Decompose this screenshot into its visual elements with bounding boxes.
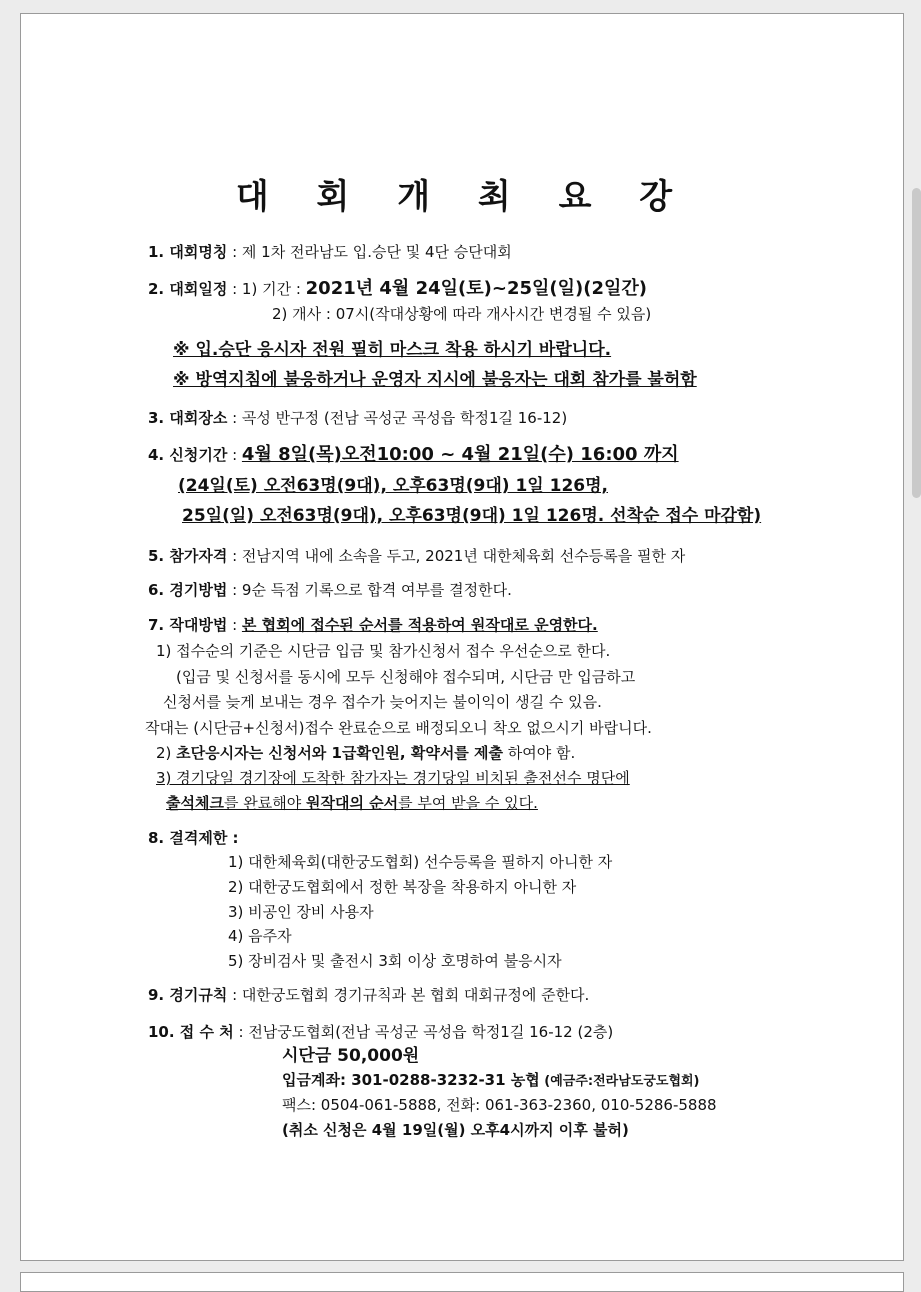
section-4: 4. 신청기간 : 4월 8일(목)오전10:00 ~ 4월 21일(수) 16:00 까지 xyxy=(148,444,679,465)
next-page-edge xyxy=(20,1272,904,1292)
section-1-label: 1. 대회명칭 xyxy=(148,243,228,261)
account-number: 301-0288-3232-31 농협 xyxy=(351,1071,540,1089)
notice-mask: ※ 입.승단 응시자 전원 필히 마스크 착용 하시기 바랍니다. xyxy=(173,340,612,360)
section-4-label: 4. 신청기간 xyxy=(148,446,228,464)
section-10: 10. 접 수 처 : 전남궁도협회(전남 곡성군 곡성읍 학정1길 16-12 (2층) xyxy=(148,1023,614,1041)
beginner-requirement: 초단응시자는 신청서와 1급확인원, 확약서를 제출 xyxy=(176,744,503,762)
contact-info: 팩스: 0504-061-5888, 전화: 061-363-2360, 010-5286-5888 xyxy=(282,1096,717,1114)
section-7-label: 7. 작대방법 xyxy=(148,616,228,634)
section-7-item-1-note-a: (입금 및 신청서를 동시에 모두 신청해야 접수되며, 시단금 만 입금하고 xyxy=(176,668,636,686)
section-6: 6. 경기방법 : 9순 득점 기록으로 합격 여부를 결정한다. xyxy=(148,581,512,599)
account-holder: (예금주:전라남도궁도협회) xyxy=(539,1074,700,1089)
scrollbar-thumb[interactable] xyxy=(912,188,921,498)
disqualification-item: 4) 음주자 xyxy=(228,927,292,945)
section-7-item-1-note-b: 신청서를 늦게 보내는 경우 접수가 늦어지는 불이익이 생길 수 있음. xyxy=(163,693,602,711)
section-5: 5. 참가자격 : 전남지역 내에 소속을 두고, 2021년 대한체육회 선수등록을 필한 자 xyxy=(148,547,686,565)
section-3-value: 곡성 반구정 (전남 곡성군 곡성읍 학정1길 16-12) xyxy=(241,409,568,427)
section-4-line3: 25일(일) 오전63명(9대), 오후63명(9대) 1일 126명. 선착순 접수 마감함) xyxy=(182,506,762,526)
section-1-value: 제 1차 전라남도 입.승단 및 4단 승단대회 xyxy=(241,243,512,261)
period-label: 1) 기간 : xyxy=(241,280,306,298)
section-6-label: 6. 경기방법 xyxy=(148,581,228,599)
section-6-value: 9순 득점 기록으로 합격 여부를 결정한다. xyxy=(241,581,512,599)
section-9-value: 대한궁도협회 경기규칙과 본 협회 대회규정에 준한다. xyxy=(241,986,590,1004)
period-value: 2021년 4월 24일(토)~25일(일)(2일간) xyxy=(305,278,647,299)
section-3-label: 3. 대회장소 xyxy=(148,409,228,427)
section-5-value: 전남지역 내에 소속을 두고, 2021년 대한체육회 선수등록을 필한 자 xyxy=(241,547,686,565)
section-8-label: 8. 결격제한 : xyxy=(148,829,239,847)
section-7-item-3: 3) 경기당일 경기장에 도착한 참가자는 경기당일 비치된 출전선수 명단에 xyxy=(156,769,630,787)
section-4-line2: (24일(토) 오전63명(9대), 오후63명(9대) 1일 126명, xyxy=(178,476,608,496)
section-5-label: 5. 참가자격 xyxy=(148,547,228,565)
document-page xyxy=(20,13,904,1261)
section-10-value: 전남궁도협회(전남 곡성군 곡성읍 학정1길 16-12 (2층) xyxy=(248,1023,614,1041)
bank-account: 입금계좌: 301-0288-3232-31 농협 (예금주:전라남도궁도협회) xyxy=(282,1071,700,1089)
section-7-value: 본 협회에 접수된 순서를 적용하여 원작대로 운영한다. xyxy=(241,616,598,634)
section-7: 7. 작대방법 : 본 협회에 접수된 순서를 적용하여 원작대로 운영한다. xyxy=(148,616,598,634)
section-4-value: 4월 8일(목)오전10:00 ~ 4월 21일(수) 16:00 까지 xyxy=(241,444,679,465)
cancel-policy: (취소 신청은 4월 19일(월) 오후4시까지 이후 불허) xyxy=(282,1121,629,1139)
section-2-label: 2. 대회일정 xyxy=(148,280,228,298)
section-2: 2. 대회일정 : 1) 기간 : 2021년 4월 24일(토)~25일(일)(2일간) xyxy=(148,278,647,299)
page-title: 대 회 개 최 요 강 xyxy=(235,177,691,217)
section-7-item-1-note-c: 작대는 (시단금+신청서)접수 완료순으로 배정되오니 착오 없으시기 바랍니다. xyxy=(145,719,652,737)
section-7-item-1: 1) 접수순의 기준은 시단금 입금 및 참가신청서 접수 우선순으로 한다. xyxy=(156,642,611,660)
section-1: 1. 대회명칭 : 제 1차 전라남도 입.승단 및 4단 승단대회 xyxy=(148,243,512,261)
disqualification-item: 1) 대한체육회(대한궁도협회) 선수등록을 필하지 아니한 자 xyxy=(228,853,613,871)
disqualification-item: 5) 장비검사 및 출전시 3회 이상 호명하여 불응시자 xyxy=(228,952,562,970)
section-7-item-2: 2) 초단응시자는 신청서와 1급확인원, 확약서를 제출 하여야 함. xyxy=(156,744,576,762)
section-10-label: 10. 접 수 처 xyxy=(148,1023,234,1041)
section-7-item-3-cont: 출석체크를 완료해야 원작대의 순서를 부여 받을 수 있다. xyxy=(166,794,538,812)
section-3: 3. 대회장소 : 곡성 반구정 (전남 곡성군 곡성읍 학정1길 16-12) xyxy=(148,409,568,427)
entry-fee: 시단금 50,000원 xyxy=(282,1046,420,1066)
opening-time: 2) 개사 : 07시(작대상황에 따라 개사시간 변경될 수 있음) xyxy=(272,305,652,323)
section-9-label: 9. 경기규칙 xyxy=(148,986,228,1004)
disqualification-item: 3) 비공인 장비 사용자 xyxy=(228,903,374,921)
disqualification-item: 2) 대한궁도협회에서 정한 복장을 착용하지 아니한 자 xyxy=(228,878,577,896)
notice-quarantine: ※ 방역지침에 불응하거나 운영자 지시에 불응자는 대회 참가를 불허함 xyxy=(173,370,697,390)
section-9: 9. 경기규칙 : 대한궁도협회 경기규칙과 본 협회 대회규정에 준한다. xyxy=(148,986,590,1004)
